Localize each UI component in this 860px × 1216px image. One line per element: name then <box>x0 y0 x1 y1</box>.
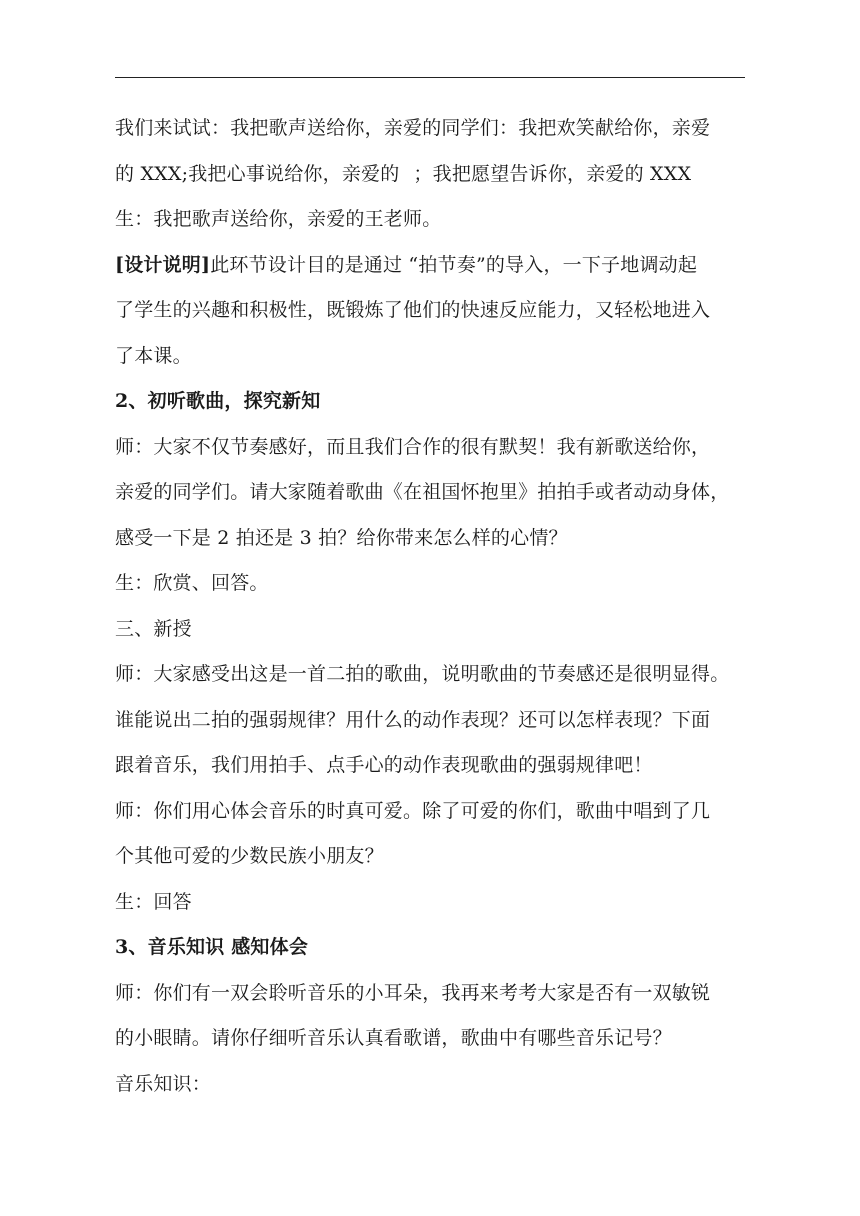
paragraph-line <box>115 243 745 289</box>
paragraph-line <box>115 288 745 334</box>
line-text: ；我把愿望告诉你，亲爱的 XXX <box>413 162 692 185</box>
line-text: 亲爱的同学们。请大家随着歌曲《在祖国怀抱里》拍拍手或者动动身体， <box>115 481 730 503</box>
header-rule <box>115 77 745 78</box>
paragraph-line <box>115 1062 745 1108</box>
heading-text: 2、初听歌曲，探究新知 <box>115 390 321 412</box>
paragraph-line <box>115 971 745 1017</box>
paragraph-line <box>115 516 745 562</box>
line-text: 师：大家不仅节奏感好，而且我们合作的很有默契！我有新歌送给你， <box>115 435 711 458</box>
line-text: 的 XXX;我把心事说给你，亲爱的 <box>115 162 400 185</box>
paragraph-line <box>115 652 745 698</box>
paragraph-line <box>115 743 745 789</box>
line-text: 的小眼睛。请你仔细听音乐认真看歌谱，歌曲中有哪些音乐记号？ <box>115 1027 672 1049</box>
line-text: 了本课。 <box>115 344 192 367</box>
line-text: 我们来试试：我把歌声送给你，亲爱的同学们：我把欢笑献给你，亲爱 <box>115 117 711 139</box>
line-text: 了学生的兴趣和积极性，既锻炼了他们的快速反应能力，又轻松地进入 <box>115 299 711 321</box>
paragraph-line <box>115 789 745 835</box>
paragraph-line <box>115 152 745 198</box>
line-text: 师：你们有一双会聆听音乐的小耳朵，我再来考考大家是否有一双敏锐 <box>115 981 711 1004</box>
paragraph-line <box>115 834 745 880</box>
line-text: 感受一下是 2 拍还是 3 拍？给你带来怎么样的心情？ <box>115 526 568 549</box>
heading-text: 三、新授 <box>115 617 192 640</box>
line-text: 生：欣赏、回答。 <box>115 572 269 594</box>
line-text: 谁能说出二拍的强弱规律？用什么的动作表现？还可以怎样表现？下面 <box>115 708 711 731</box>
section-heading <box>115 379 745 425</box>
line-text: 个其他可爱的少数民族小朋友？ <box>115 845 384 867</box>
paragraph-line <box>115 197 745 243</box>
paragraph-line <box>115 470 745 516</box>
line-text: 生：回答 <box>115 890 192 913</box>
paragraph-line <box>115 106 745 152</box>
section-heading <box>115 925 745 971</box>
line-text: 此环节设计目的是通过 “拍节奏”的导入，一下子地调动起 <box>210 253 698 276</box>
line-text: 师：你们用心体会音乐的时真可爱。除了可爱的你们，歌曲中唱到了几 <box>115 799 711 822</box>
line-text: 跟着音乐，我们用拍手、点手心的动作表现歌曲的强弱规律吧！ <box>115 754 653 776</box>
section-heading <box>115 607 745 653</box>
paragraph-line <box>115 561 745 607</box>
paragraph-line <box>115 425 745 471</box>
paragraph-line <box>115 880 745 926</box>
design-note-label: [设计说明] <box>115 253 211 276</box>
paragraph-line <box>115 1016 745 1062</box>
line-text: 音乐知识： <box>115 1072 212 1095</box>
paragraph-line <box>115 334 745 380</box>
document-body <box>115 106 745 1107</box>
line-text: 生：我把歌声送给你，亲爱的王老师。 <box>115 208 442 230</box>
heading-text: 3、音乐知识 感知体会 <box>115 936 309 958</box>
line-text: 师：大家感受出这是一首二拍的歌曲，说明歌曲的节奏感还是很明显得。 <box>115 663 730 685</box>
paragraph-line <box>115 698 745 744</box>
